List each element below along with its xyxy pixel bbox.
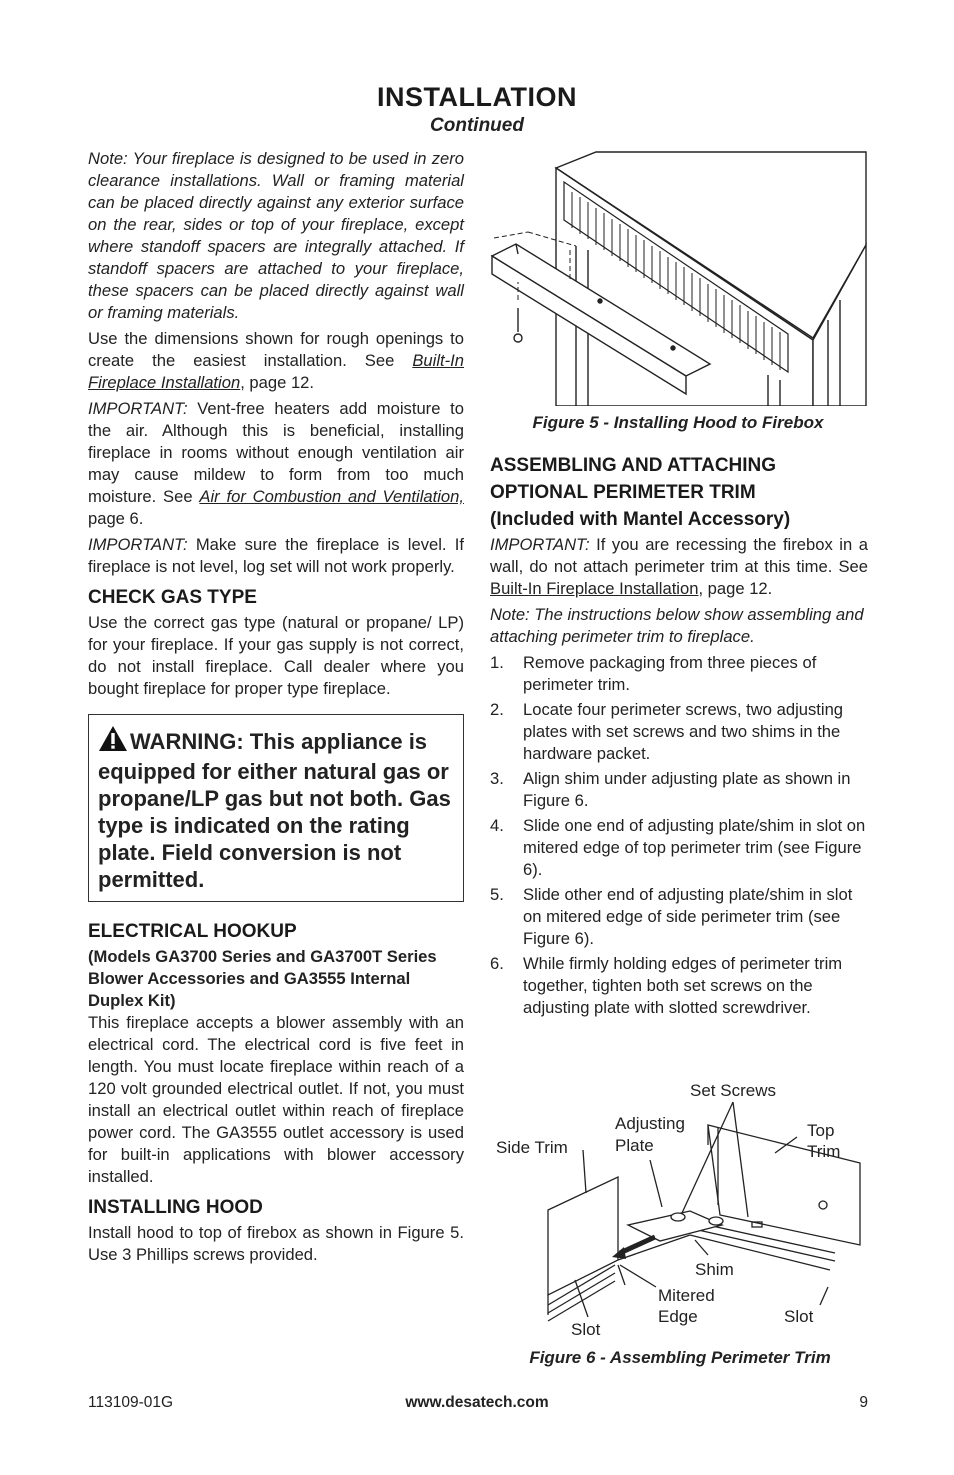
important-text: Vent-free heaters add moisture to the air. Although this is beneficial, installing fireplace in rooms without enough ventilation air may cause mildew to form from too much moisture. See [88,399,464,506]
step-number: 3. [490,769,504,788]
left-column [88,148,464,1270]
warning-text: WARNING: This appliance is equipped for either natural gas or propane/LP gas but not both. Gas type is indicated on the rating plate. Field conversion is not permitted. [98,729,451,892]
list-item [490,884,868,950]
list-item [490,652,868,696]
label-mitered: Mitered [658,1286,715,1305]
step-text: While firmly holding edges of perimeter trim together, tighten both set screws on the adjusting plate with slotted screwdriver. [523,954,843,1017]
perimeter-trim-drawing [490,1075,870,1345]
label-top: Top [807,1121,835,1140]
installing-hood-text: Install hood to top of firebox as shown in Figure 5. Use 3 Phillips screws provided. [88,1223,464,1264]
step-number: 4. [490,816,504,835]
dimensions-text: Use the dimensions shown for rough openings to create the easiest installation. See [88,329,464,370]
step-number: 2. [490,700,504,719]
dimensions-page: , page 12. [240,373,315,392]
document-number: 113109-01G [88,1394,174,1411]
list-item [490,768,868,812]
website-link[interactable]: www.desatech.com [405,1394,549,1411]
step-number: 5. [490,885,504,904]
figure-5-illustration [488,150,868,406]
trim-note: Note: The instructions below show assembling and attaching perimeter trim to fireplace. [490,605,864,646]
zero-clearance-note: Note: Your fireplace is designed to be used in zero clearance installations. Wall or framing material can be placed directly against any exterior surface on the rear, sides or top of your fireplace, except where standoff spacers are integrally attached. If standoff spacers are attached to your fireplace, these spacers can be placed directly against wall or framing materials. [88,149,464,322]
important-label: IMPORTANT: [88,535,188,554]
installing-hood-heading: INSTALLING HOOD [88,1197,263,1218]
important-moisture [88,398,464,530]
perimeter-trim-subheading: (Included with Mantel Accessory) [490,509,791,530]
label-side-trim: Side Trim [496,1138,568,1157]
perimeter-trim-heading: ASSEMBLING AND ATTACHING OPTIONAL PERIMETER TRIM [490,455,777,503]
label-shim: Shim [695,1260,734,1279]
figure-6-caption: Figure 6 - Assembling Perimeter Trim [529,1348,831,1367]
check-gas-text: Use the correct gas type (natural or propane/ LP) for your fireplace. If your gas supply is not correct, do not install fireplace. Call dealer where you bought fireplace for proper type fireplace. [88,613,464,698]
label-set-screws: Set Screws [690,1081,776,1100]
electrical-subheading: (Models GA3700 Series and GA3700T Series Blower Accessories and GA3555 Internal Duplex Kit) [88,947,437,1010]
important-level [88,534,464,578]
warning-icon [98,725,128,758]
trim-steps [490,652,868,1019]
step-number: 6. [490,954,504,973]
important-text: Make sure the fireplace is level. If fireplace is not level, log set will not work properly. [88,535,464,576]
built-in-link[interactable]: Built-In Fireplace Installation [490,579,699,598]
page-number: 9 [859,1394,868,1411]
page-title: INSTALLATION [377,82,577,112]
list-item [490,953,868,1019]
step-text: Slide other end of adjusting plate/shim in slot on mitered edge of side perimeter trim (see Figure 6). [523,885,853,948]
figure-6-illustration [490,1075,870,1345]
figure-5-caption: Figure 5 - Installing Hood to Firebox [532,413,824,432]
warning-box [88,714,464,902]
step-text: Slide one end of adjusting plate/shim in slot on mitered edge of top perimeter trim (see Figure 6). [523,816,866,879]
label-edge: Edge [658,1307,698,1326]
list-item [490,815,868,881]
right-column [490,452,868,1022]
hood-firebox-drawing [488,150,868,406]
page-subtitle: Continued [430,115,524,136]
air-combustion-link[interactable]: Air for Combustion and Ventilation, [199,487,464,506]
built-in-link[interactable]: Built-In Fireplace Installation [88,351,464,392]
list-item [490,699,868,765]
important-label: IMPORTANT: [88,399,188,418]
step-text: Locate four perimeter screws, two adjusting plates with set screws and two shims in the hardware packet. [523,700,844,763]
dimensions-paragraph [88,328,464,394]
step-text: Align shim under adjusting plate as shown in Figure 6. [523,769,851,810]
label-plate: Plate [615,1136,654,1155]
label-slot-right: Slot [784,1307,814,1326]
label-adjusting: Adjusting [615,1114,685,1133]
electrical-text: This fireplace accepts a blower assembly with an electrical cord. The electrical cord is five feet in length. You must locate fireplace within reach of a 120 volt grounded electrical outlet. If not, you must install an electrical outlet within reach of fireplace power cord. The GA3555 outlet accessory is used for built-in applications with blower accessory installed. [88,1013,464,1186]
important-label: IMPORTANT: [490,535,590,554]
check-gas-heading: CHECK GAS TYPE [88,587,257,608]
label-slot-left: Slot [571,1320,601,1339]
electrical-heading: ELECTRICAL HOOKUP [88,921,297,942]
important-text: If you are recessing the firebox in a wall, do not attach perimeter trim at this time. See [490,535,868,576]
important-page: , page 12. [698,579,773,598]
important-page: page 6. [88,509,144,528]
step-number: 1. [490,653,504,672]
important-recessing [490,534,868,600]
label-trim: Trim [807,1142,841,1161]
step-text: Remove packaging from three pieces of perimeter trim. [523,653,817,694]
